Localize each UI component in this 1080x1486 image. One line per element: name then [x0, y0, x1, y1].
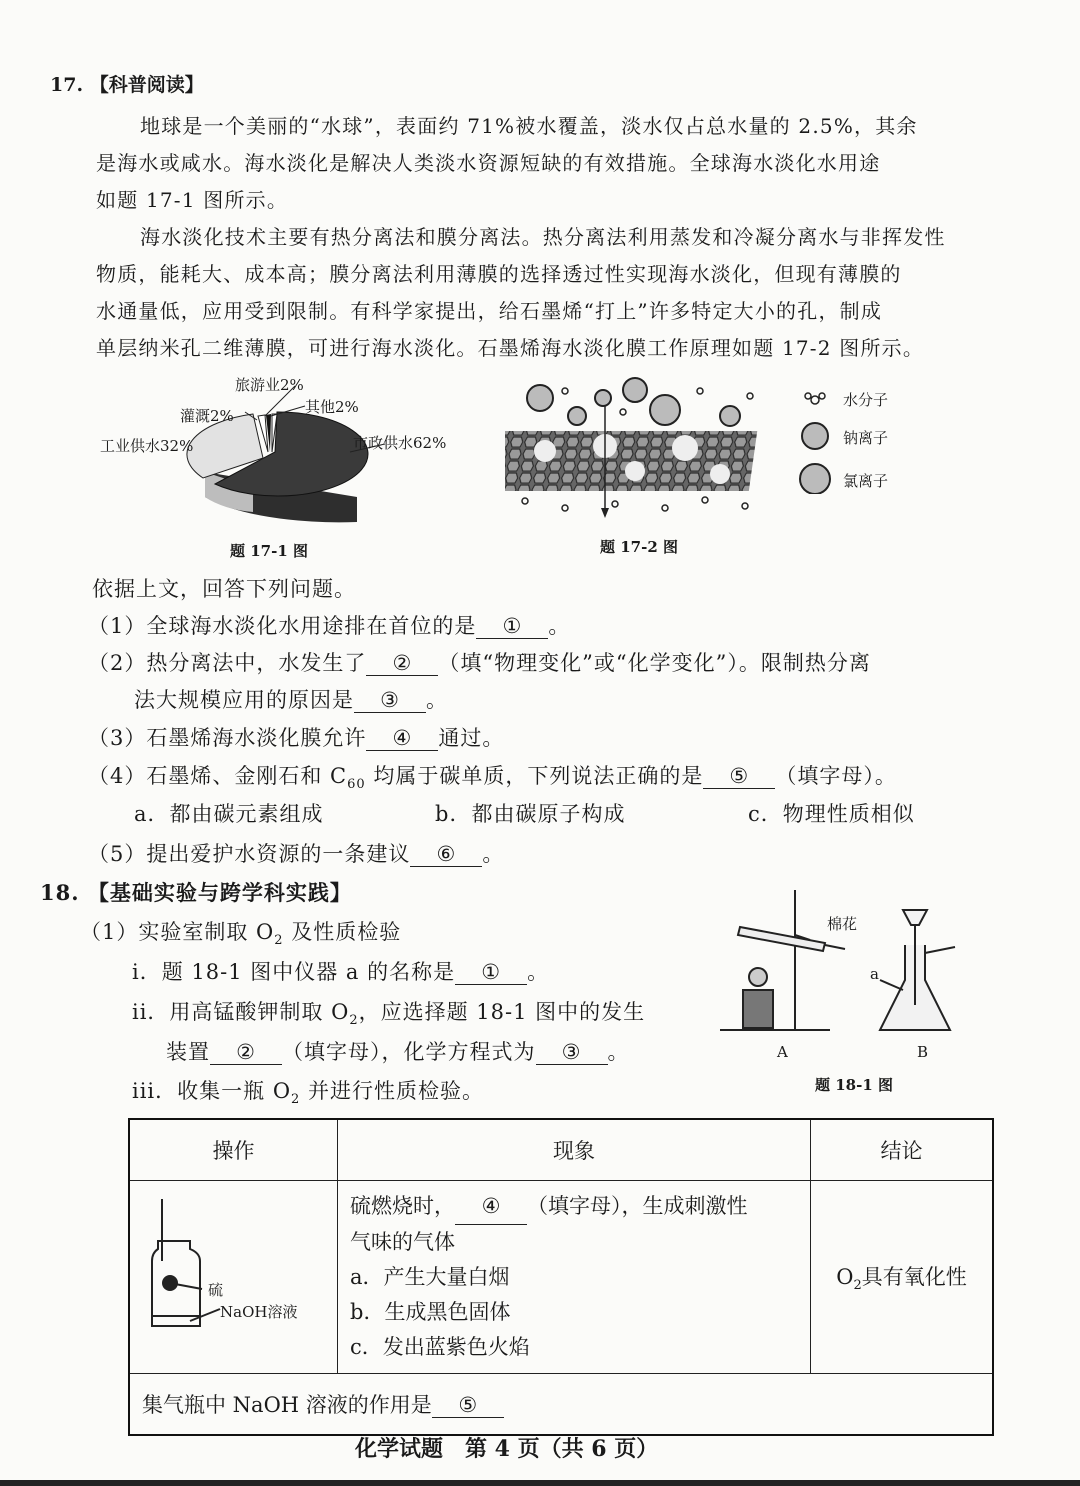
- q17-p1-line2: 是海水或咸水。海水淡化是解决人类淡水资源短缺的有效措施。全球海水淡化水用途: [96, 151, 881, 175]
- label-naoh: NaOH溶液: [220, 1303, 298, 1321]
- water-molecule: [702, 497, 708, 503]
- ion-small: [595, 390, 611, 406]
- legend-sodium: 钠离子: [843, 429, 889, 447]
- operation-cell: [129, 1181, 338, 1374]
- conclusion-end: 具有氧化性: [861, 1264, 967, 1289]
- pie-label-tourism: 旅游业2%: [235, 376, 304, 394]
- label-a-pointer: [880, 980, 903, 990]
- col-conclusion: 结论: [811, 1119, 994, 1181]
- naoh-question-cell: [129, 1374, 993, 1436]
- page-footer: 化学试题 第 4 页（共 6 页）: [355, 1436, 659, 1462]
- membrane-legend: [795, 384, 915, 494]
- water-molecule: [522, 498, 528, 504]
- figure-17-2-caption: 题 17-2 图: [600, 538, 678, 556]
- q18-item-ii2-text: 装置: [166, 1040, 210, 1064]
- q18-item-ii-line2: [166, 1036, 630, 1066]
- pie-label-other: 其他2%: [305, 398, 359, 416]
- alcohol-lamp: [743, 990, 773, 1028]
- q17-item5: [88, 838, 504, 868]
- q17-item3-text: （3）石墨烯海水淡化膜允许: [88, 726, 367, 750]
- q18-header: [40, 877, 352, 907]
- answer-blank-5[interactable]: ⑤: [703, 764, 775, 789]
- q17-item3-end: 通过。: [438, 726, 505, 750]
- o2-subscript: 2: [349, 1013, 359, 1029]
- q18-answer-blank-5[interactable]: ⑤: [432, 1393, 504, 1418]
- q18-sub1: [80, 916, 401, 948]
- pie-label-municipal: 市政供水62%: [353, 434, 447, 452]
- q18-answer-blank-3[interactable]: ③: [536, 1040, 608, 1065]
- phenomenon-option-b: b．生成黑色固体: [350, 1300, 511, 1324]
- label-sulfur: 硫: [208, 1281, 224, 1299]
- q17-option-a: a．都由碳元素组成: [134, 802, 324, 826]
- answer-blank-1[interactable]: ①: [476, 614, 548, 639]
- separatory-funnel: [903, 910, 927, 925]
- col-phenomenon: 现象: [338, 1119, 811, 1181]
- q17-p2-line4: 单层纳米孔二维薄膜，可进行海水淡化。石墨烯海水淡化膜工作原理如题 17-2 图所示。: [96, 336, 925, 360]
- q18-title: 【基础实验与跨学科实践】: [87, 880, 352, 905]
- col-operation: 操作: [129, 1119, 338, 1181]
- q17-item1-text: （1）全球海水淡化水用途排在首位的是: [88, 614, 477, 638]
- q17-p2-line2: 物质，能耗大、成本高；膜分离法利用薄膜的选择透过性实现海水淡化，但现有薄膜的: [96, 262, 902, 286]
- q17-p2-line3: 水通量低，应用受到限制。有科学家提出，给石墨烯“打上”许多特定大小的孔，制成: [96, 299, 883, 323]
- pore: [672, 435, 698, 461]
- q17-item1-end: 。: [548, 614, 571, 638]
- ion-small: [568, 407, 586, 425]
- apparatus-figure: [715, 885, 965, 1065]
- q18-item-ii2-end: 。: [607, 1040, 630, 1064]
- table-header-row: [129, 1119, 993, 1181]
- sulfur-spoon: [162, 1275, 178, 1291]
- q18-item-i: [132, 956, 549, 986]
- phenomenon-hint: （填字母），生成刺激性: [527, 1194, 748, 1218]
- water-molecule: [620, 409, 626, 415]
- figure-17-1-caption: 题 17-1 图: [230, 542, 308, 560]
- q17-item4: [88, 760, 897, 792]
- q17-option-c: c．物理性质相似: [748, 802, 915, 826]
- flask-outlet: [925, 947, 955, 953]
- q17-item3: [88, 722, 504, 752]
- apparatus-svg: [715, 885, 965, 1065]
- ion-small: [720, 406, 740, 426]
- q17-item5-end: 。: [482, 842, 505, 866]
- conclusion-cell: [811, 1181, 994, 1374]
- q18-item-iii: [132, 1075, 484, 1107]
- legend-chloride: 氯离子: [843, 472, 889, 490]
- pore: [534, 440, 556, 462]
- table-row: [129, 1181, 993, 1374]
- figure-18-1-caption: 题 18-1 图: [815, 1076, 893, 1094]
- answer-blank-6[interactable]: ⑥: [410, 842, 482, 867]
- legend-chloride-icon: [800, 464, 830, 494]
- water-molecule: [742, 503, 748, 509]
- pie-label-industrial: 工业供水32%: [100, 437, 194, 455]
- q17-item2b: [134, 684, 448, 714]
- q17-p1-line1: 地球是一个美丽的“水球”，表面约 71%被水覆盖，淡水仅占总水量的 2.5%，其余: [140, 114, 918, 138]
- answer-blank-2[interactable]: ②: [366, 651, 438, 676]
- water-molecule: [747, 393, 753, 399]
- q18-item-ii-text: ii．用高锰酸钾制取 O: [132, 1000, 350, 1024]
- legend-sodium-icon: [802, 423, 828, 449]
- q17-intro: 依据上文，回答下列问题。: [92, 577, 356, 601]
- q17-item2-hint: （填“物理变化”或“化学变化”）。限制热分离: [438, 651, 871, 675]
- q18-sub1-text: （1）实验室制取 O: [80, 920, 275, 944]
- q17-item1: [88, 610, 570, 640]
- q17-title: 【科普阅读】: [89, 74, 204, 96]
- q17-option-b: b．都由碳原子构成: [435, 802, 626, 826]
- pore: [625, 461, 645, 481]
- water-molecule: [662, 505, 668, 511]
- answer-blank-3[interactable]: ③: [354, 688, 426, 713]
- phenomenon-cell: [338, 1181, 811, 1374]
- q17-item2b-text: 法大规模应用的原因是: [134, 688, 354, 712]
- o2-subscript: 2: [274, 933, 284, 949]
- ion-large: [527, 385, 553, 411]
- legend-symbols: [795, 384, 835, 494]
- q17-item4-mid: 均属于碳单质，下列说法正确的是: [365, 764, 704, 788]
- q18-item-i-end: 。: [527, 960, 550, 984]
- q18-item-ii: [132, 996, 645, 1028]
- legend-water-icon: [805, 393, 825, 404]
- pie-label-irrigation: 灌溉2%: [180, 407, 234, 425]
- q17-header: [50, 70, 204, 97]
- q18-answer-blank-1[interactable]: ①: [455, 960, 527, 985]
- q18-item-iii-text: iii．收集一瓶 O: [132, 1079, 292, 1103]
- conclusion-text: O: [836, 1264, 854, 1289]
- ion-large: [650, 395, 680, 425]
- pore: [710, 464, 730, 484]
- water-molecule: [612, 501, 618, 507]
- pie-chart-figure: [95, 372, 475, 532]
- q18-item-iii-end: 并进行性质检验。: [300, 1079, 485, 1103]
- q17-item4-text: （4）石墨烯、金刚石和 C: [88, 764, 348, 788]
- phenomenon-option-a: a．产生大量白烟: [350, 1265, 510, 1289]
- phenomenon-option-c: c．发出蓝紫色火焰: [350, 1335, 530, 1359]
- q18-answer-blank-4[interactable]: ④: [455, 1189, 527, 1225]
- page-bottom-border: [0, 1480, 1080, 1486]
- q18-number: 18.: [40, 880, 80, 905]
- delivery-tube: [825, 945, 845, 949]
- membrane-svg: [505, 376, 775, 521]
- q18-sub1-end: 及性质检验: [283, 920, 402, 944]
- q18-answer-blank-2[interactable]: ②: [210, 1040, 282, 1065]
- q17-item4-end: （填字母）。: [775, 764, 897, 788]
- q17-item2: [88, 647, 871, 677]
- water-molecule: [697, 388, 703, 394]
- water-molecule: [562, 388, 568, 394]
- q18-item-ii-end: ，应选择题 18-1 图中的发生: [358, 1000, 646, 1024]
- membrane-figure: [505, 376, 775, 521]
- test-tube: [738, 927, 825, 951]
- phenomenon-text: 硫燃烧时，: [350, 1194, 455, 1218]
- experiment-table: [128, 1118, 994, 1436]
- ion-large: [623, 378, 647, 402]
- lamp-flame: [749, 968, 767, 986]
- label-B: B: [917, 1043, 929, 1061]
- q17-number: 17.: [50, 74, 84, 96]
- table-footer-row: [129, 1374, 993, 1436]
- q18-item-ii2-mid: （填字母），化学方程式为: [282, 1040, 536, 1064]
- q17-item2b-end: 。: [426, 688, 448, 712]
- gas-bottle-illustration: [130, 1181, 330, 1361]
- naoh-question-text: 集气瓶中 NaOH 溶液的作用是: [142, 1393, 432, 1417]
- label-A: A: [777, 1043, 788, 1061]
- q17-item2-text: （2）热分离法中，水发生了: [88, 651, 367, 675]
- c60-subscript: 60: [347, 777, 366, 793]
- label-instrument-a: a: [870, 965, 879, 983]
- q18-item-i-text: i．题 18-1 图中仪器 a 的名称是: [132, 960, 456, 984]
- legend-water: 水分子: [843, 391, 889, 409]
- o2-subscript: 2: [291, 1092, 301, 1108]
- q17-item5-text: （5）提出爱护水资源的一条建议: [88, 842, 411, 866]
- o2-subscript: 2: [853, 1278, 862, 1294]
- q17-p1-line3: 如题 17-1 图所示。: [96, 188, 289, 212]
- flow-arrowhead: [601, 508, 609, 518]
- water-molecule: [562, 505, 568, 511]
- sulfur-pointer: [175, 1284, 202, 1289]
- answer-blank-4[interactable]: ④: [366, 726, 438, 751]
- q17-p2-line1: 海水淡化技术主要有热分离法和膜分离法。热分离法利用蒸发和冷凝分离水与非挥发性: [140, 225, 946, 249]
- phenomenon-line1: [350, 1189, 798, 1225]
- phenomenon-line2: 气味的气体: [350, 1230, 455, 1254]
- label-cotton: 棉花: [827, 915, 858, 933]
